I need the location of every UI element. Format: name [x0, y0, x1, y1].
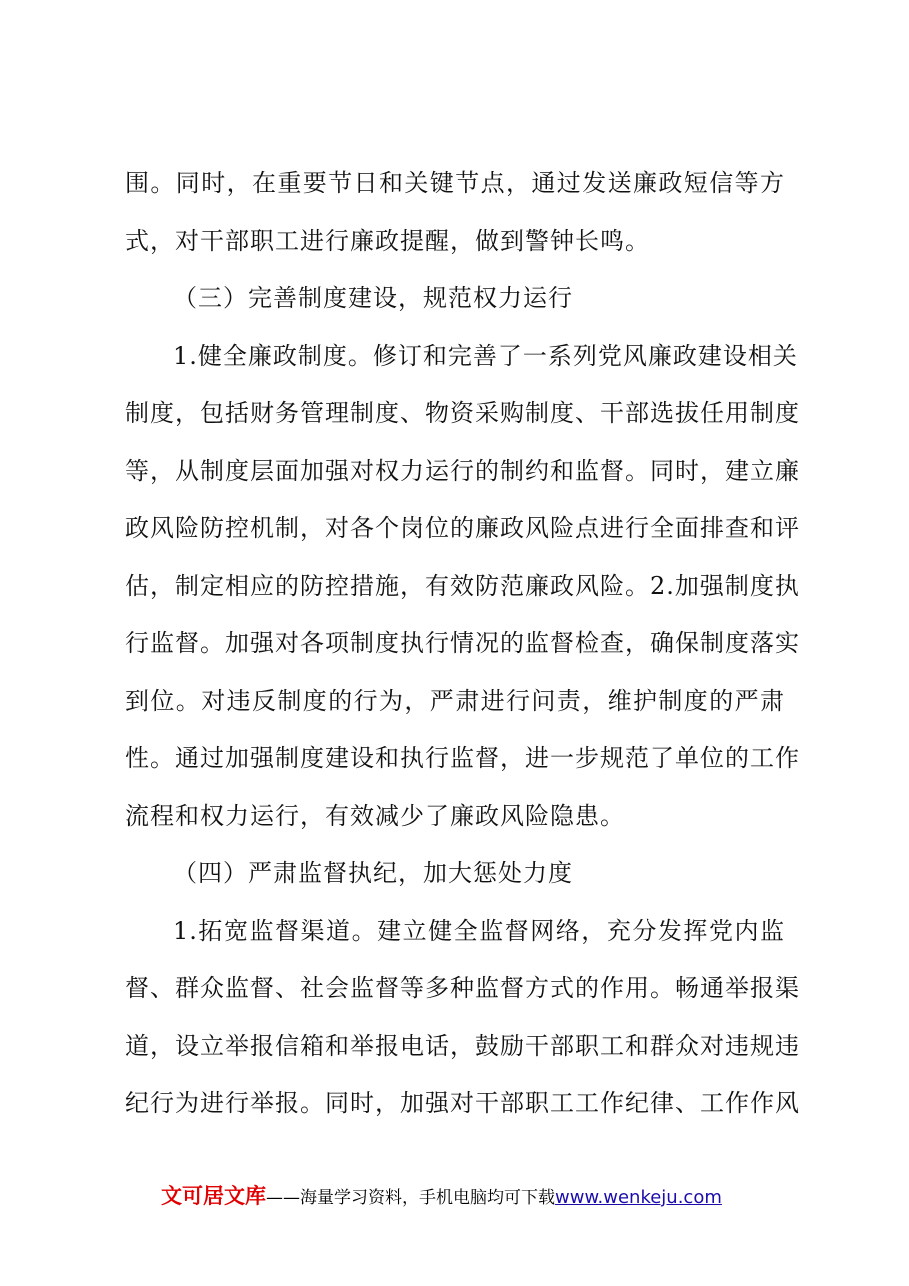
paragraph-line-2: 式，对干部职工进行廉政提醒，做到警钟长鸣。 [125, 226, 650, 255]
paragraph-line-4: 1.健全廉政制度。修订和完善了一系列党风廉政建设相关 [173, 341, 798, 370]
paragraph-line-17: 纪行为进行举报。同时，加强对干部职工工作纪律、工作作风 [125, 1089, 800, 1117]
paragraph-line-16: 道，设立举报信箱和举报电话，鼓励干部职工和群众对违规违 [125, 1031, 800, 1060]
section-heading-4: （四）严肃监督执纪，加大惩处力度 [173, 859, 573, 887]
footer-tagline: ——海量学习资料，手机电脑均可下载 [266, 1188, 555, 1208]
paragraph-line-7: 政风险防控机制，对各个岗位的廉政风险点进行全面排查和评 [125, 514, 800, 542]
paragraph-line-6: 等，从制度层面加强对权力运行的制约和监督。同时，建立廉 [125, 456, 800, 485]
footer-link[interactable]: www.wenkeju.com [555, 1187, 722, 1208]
paragraph-line-11: 性。通过加强制度建设和执行监督，进一步规范了单位的工作 [125, 744, 800, 772]
paragraph-line-5: 制度，包括财务管理制度、物资采购制度、干部选拔任用制度 [125, 399, 800, 427]
section-heading-3: （三）完善制度建设，规范权力运行 [173, 284, 573, 312]
paragraph-line-9: 行监督。加强对各项制度执行情况的监督检查，确保制度落实 [125, 629, 800, 657]
paragraph-line-10: 到位。对违反制度的行为，严肃进行问责，维护制度的严肃 [125, 686, 785, 715]
paragraph-line-1: 围。同时，在重要节日和关键节点，通过发送廉政短信等方 [125, 169, 785, 197]
paragraph-line-8: 估，制定相应的防控措施，有效防范廉政风险。2.加强制度执 [125, 571, 800, 600]
paragraph-line-12: 流程和权力运行，有效减少了廉政风险隐患。 [125, 801, 625, 830]
footer-banner [161, 1181, 781, 1211]
paragraph-line-14: 1.拓宽监督渠道。建立健全监督网络，充分发挥党内监 [173, 916, 785, 945]
document-body [125, 155, 800, 1133]
paragraph-line-15: 督、群众监督、社会监督等多种监督方式的作用。畅通举报渠 [125, 974, 800, 1002]
footer-brand: 文可居文库 [161, 1184, 266, 1208]
